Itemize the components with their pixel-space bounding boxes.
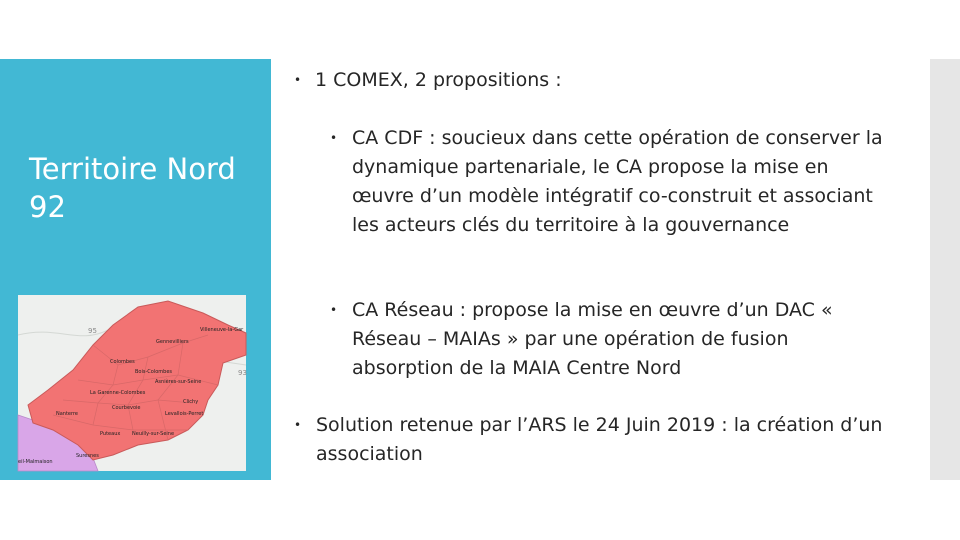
- bullet-text: 1 COMEX, 2 propositions :: [315, 69, 562, 91]
- dept-label-95: 95: [88, 327, 97, 335]
- town-label: eil-Malmaison: [18, 459, 53, 465]
- town-label: Bois-Colombes: [135, 369, 173, 375]
- bullet-ca-cdf: [330, 124, 890, 240]
- side-decoration-bar: [930, 59, 960, 480]
- town-label: Nanterre: [56, 411, 78, 417]
- bullet-dot: •: [294, 418, 302, 432]
- town-label: Puteaux: [100, 431, 121, 437]
- town-label: Asnières-sur-Seine: [155, 379, 202, 385]
- town-label: Clichy: [183, 399, 199, 405]
- map-shapes: [18, 295, 246, 471]
- bullet-dot: •: [330, 303, 338, 317]
- bullet-comex: [294, 66, 894, 95]
- town-label: Colombes: [110, 359, 135, 365]
- slide-title: Territoire Nord 92: [29, 152, 236, 224]
- dept-label-93: 93: [238, 369, 247, 377]
- town-label: Levallois-Perret: [165, 411, 204, 417]
- town-label: Courbevoie: [112, 405, 141, 411]
- town-label: La Garenne-Colombes: [90, 390, 146, 396]
- bullet-dot: •: [294, 73, 302, 87]
- town-label: Suresnes: [76, 453, 99, 459]
- bullet-solution: [294, 411, 894, 469]
- bullet-text: CA CDF : soucieux dans cette opération de conserver la dynamique partenariale, le CA propose la mise en œuvre d’un modèle intégratif co-construit et associant les acteurs clés du territoire à la gouvernance: [352, 127, 883, 236]
- bullet-text: Solution retenue par l’ARS le 24 Juin 2019 : la création d’un association: [316, 414, 883, 465]
- territory-map: [18, 295, 246, 471]
- bullet-text: CA Réseau : propose la mise en œuvre d’un DAC « Réseau – MAIAs » par une opération de fusion absorption de la MAIA Centre Nord: [352, 299, 833, 379]
- town-label: Gennevilliers: [156, 339, 189, 345]
- town-label: Villeneuve-la-Gar: [200, 327, 244, 333]
- town-label: Neuilly-sur-Seine: [132, 431, 175, 437]
- bullet-dot: •: [330, 131, 338, 145]
- bullet-ca-reseau: [330, 296, 890, 383]
